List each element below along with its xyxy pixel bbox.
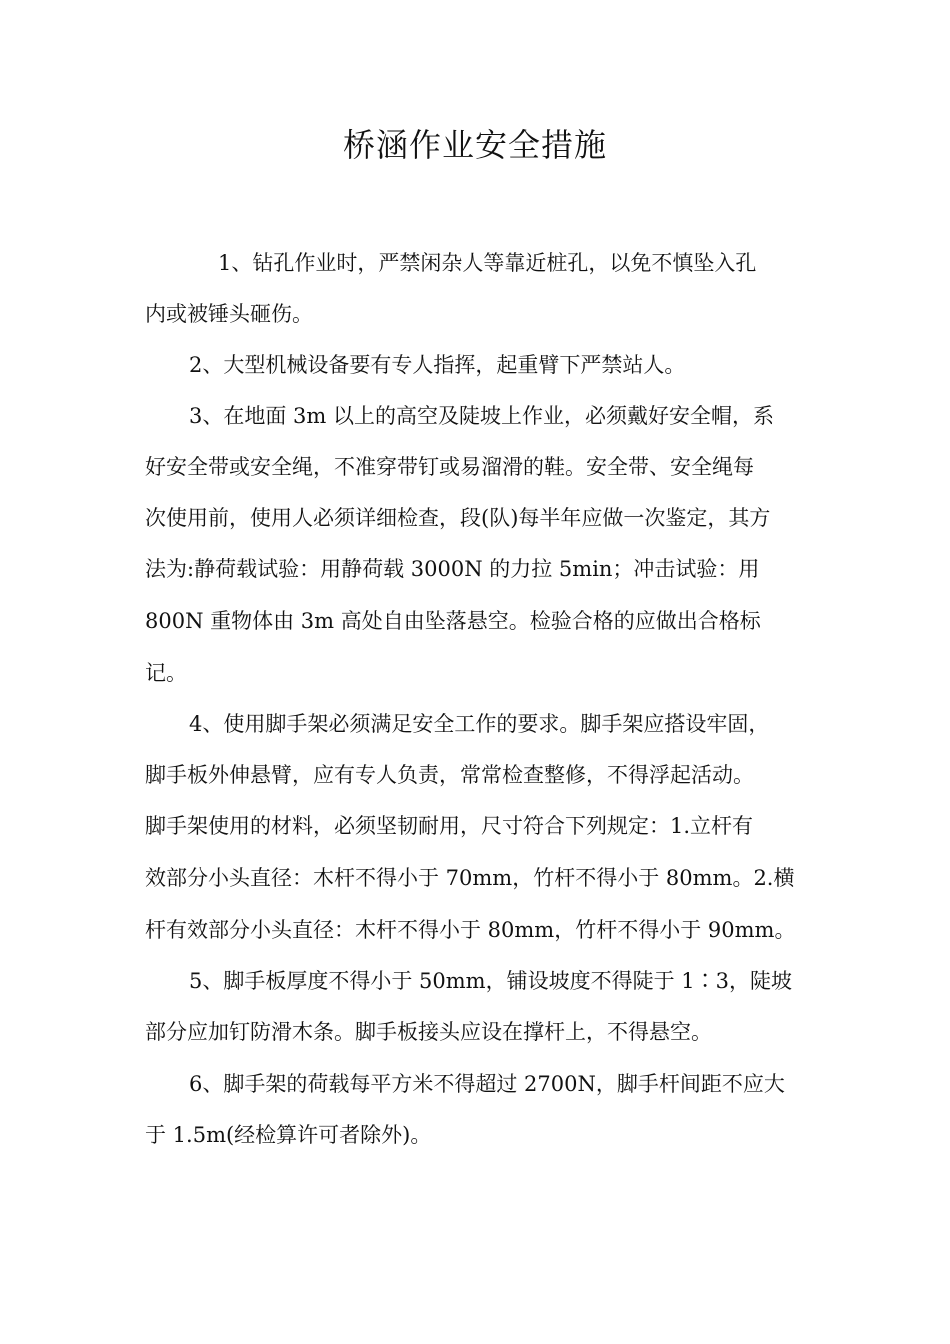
- text-line: 2、大型机械设备要有专人指挥，起重臂下严禁站人。: [189, 353, 686, 377]
- text-line: 5、脚手板厚度不得小于 50mm，铺设坡度不得陡于 1∶3，陡坡: [189, 969, 792, 993]
- text-line: 次使用前，使用人必须详细检查，段(队)每半年应做一次鉴定，其方: [145, 506, 771, 530]
- text-line: 800N 重物体由 3m 高处自由坠落悬空。检验合格的应做出合格标: [145, 609, 761, 633]
- text-line: 脚手板外伸悬臂，应有专人负责，常常检查整修，不得浮起活动。: [145, 763, 754, 787]
- text-line: 记。: [145, 661, 187, 685]
- document-title: 桥涵作业安全措施: [342, 126, 607, 164]
- text-line: 好安全带或安全绳，不准穿带钉或易溜滑的鞋。安全带、安全绳每: [145, 455, 754, 479]
- text-line: 6、脚手架的荷载每平方米不得超过 2700N，脚手杆间距不应大: [189, 1072, 785, 1096]
- text-line: 4、使用脚手架必须满足安全工作的要求。脚手架应搭设牢固，: [189, 712, 770, 736]
- text-line: 效部分小头直径：木杆不得小于 70mm，竹杆不得小于 80mm。2.横: [145, 866, 795, 890]
- text-line: 杆有效部分小头直径：木杆不得小于 80mm，竹杆不得小于 90mm。: [145, 918, 796, 942]
- text-line: 内或被锤头砸伤。: [145, 302, 313, 326]
- text-line: 1、钻孔作业时，严禁闲杂人等靠近桩孔，以免不慎坠入孔: [218, 251, 757, 275]
- text-line: 3、在地面 3m 以上的高空及陡坡上作业，必须戴好安全帽，系: [189, 404, 774, 428]
- text-line: 法为:静荷载试验：用静荷载 3000N 的力拉 5min；冲击试验：用: [145, 557, 760, 581]
- text-line: 部分应加钉防滑木条。脚手板接头应设在撑杆上，不得悬空。: [145, 1020, 712, 1044]
- text-line: 脚手架使用的材料，必须坚韧耐用，尺寸符合下列规定：1.立杆有: [145, 814, 754, 838]
- text-line: 于 1.5m(经检算许可者除外)。: [145, 1123, 432, 1147]
